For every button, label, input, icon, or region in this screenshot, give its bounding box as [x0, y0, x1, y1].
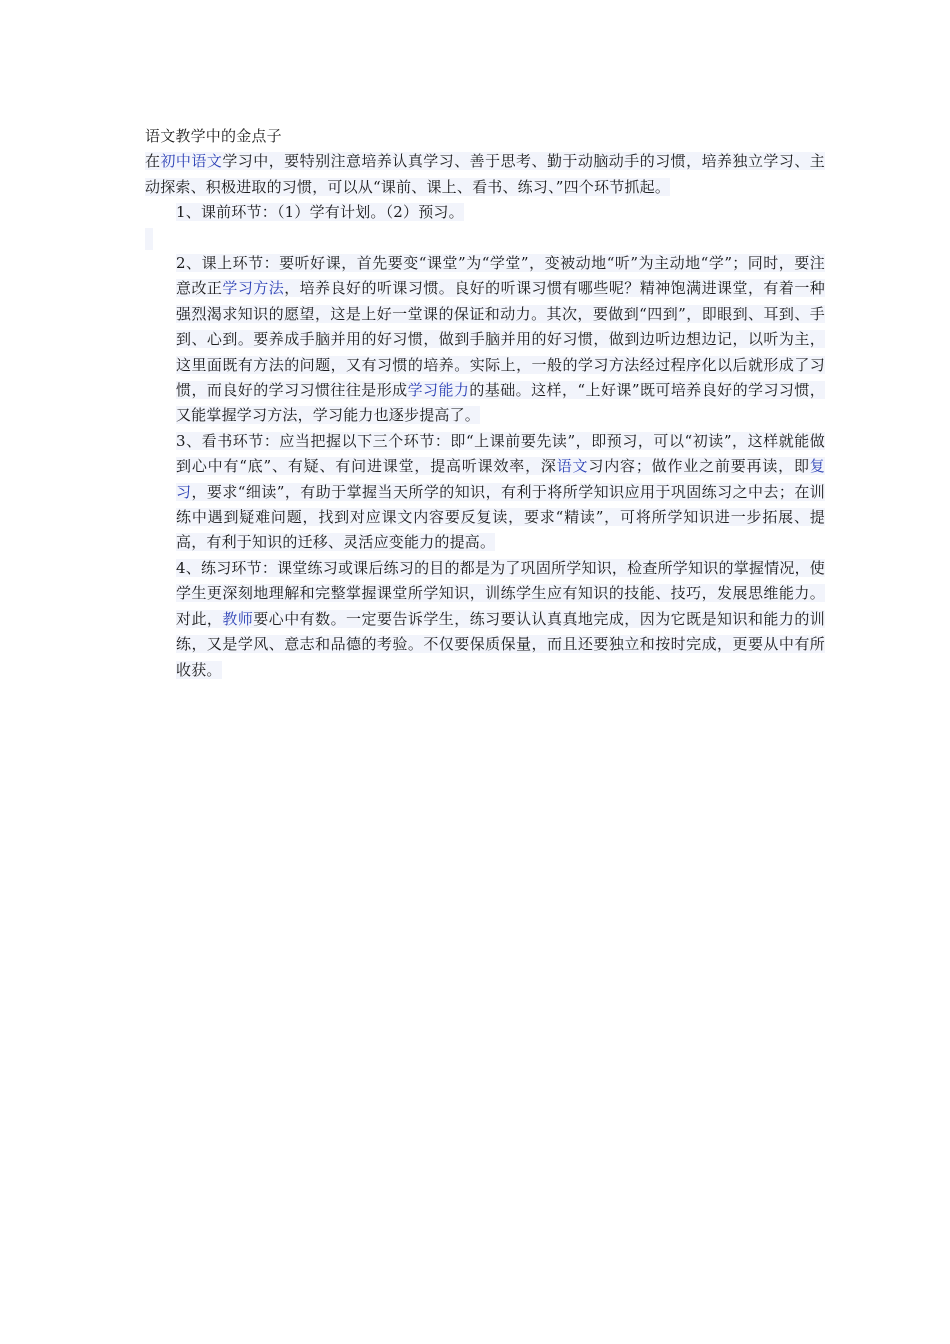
intro-text-start: 在: [145, 152, 161, 171]
step4-highlight: [176, 559, 825, 679]
step3-text-3: ，要求“细读”，有助于掌握当天所学的知识，有利于将所学知识应用于巩固练习之中去；在训练中遇到疑难问题，找到对应课文内容要反复读，要求“精读”，可将所学知识进一步拓展、提高，有利于知识的迁移、灵活应变能力的提高。: [176, 482, 826, 552]
link-study-ability[interactable]: 学习能力: [407, 381, 470, 400]
step2-text-3: 的基础。这样，“上好课”既可培养良好的学习习惯，又能掌握学习方法，学习能力也逐步提高了。: [176, 381, 825, 425]
step3-text-1: 3、看书环节：应当把握以下三个环节：即“上课前要先读”，即预习，可以“初读”，这样就能做到心中有“底”、有疑、有问进课堂，提高听课效率，深: [176, 431, 825, 476]
intro-text-rest: 学习中，要特别注意培养认真学习、善于思考、勤于动脑动手的习惯，培养独立学习、主动探索、积极进取的习惯，可以从“课前、课上、看书、练习、”四个环节抓起。: [145, 152, 825, 196]
link-chinese[interactable]: 语文: [556, 457, 589, 476]
step3-highlight: [176, 432, 825, 552]
link-teacher[interactable]: 教师: [222, 609, 254, 628]
blank-line: [145, 226, 825, 251]
document-title: 语文教学中的金点子: [145, 127, 282, 145]
step1-paragraph: [145, 200, 825, 225]
step2-highlight: [176, 254, 825, 424]
step4-text-1: 4、练习环节：课堂练习或课后练习的目的都是为了巩固所学知识，检查所学知识的掌握情况，使学生更深刻地理解和完整掌握课堂所学知识，训练学生应有知识的技能、技巧，发展思维能力。对此，: [176, 558, 825, 628]
link-junior-chinese[interactable]: 初中语文: [160, 152, 223, 171]
blank-line-highlight: [145, 228, 153, 250]
step4-paragraph: [145, 556, 825, 683]
step2-text-1: 2、课上环节：要听好课，首先要变“课堂”为“学堂”，变被动地“听”为主动地“学”；同时，要注意改正: [176, 254, 825, 298]
intro-paragraph: [145, 149, 825, 200]
step4-text-2: 要心中有数。一定要告诉学生，练习要认认真真地完成，因为它既是知识和能力的训练，又是学风、意志和品德的考验。不仅要保质保量，而且还要独立和按时完成，更要从中有所收获。: [176, 609, 825, 679]
step1-text: 1、课前环节：（1）学有计划。（2）预习。: [176, 203, 464, 222]
step2-text-2: ，培养良好的听课习惯。良好的听课习惯有哪些呢？精神饱满进课堂，有着一种强烈渴求知识的愿望，这是上好一堂课的保证和动力。其次，要做到“四到”，即眼到、耳到、手到、心到。要养成手脑并用的好习惯，做到手脑并用的好习惯，做到边听边想边记，以听为主，这里面既有方法的问题，又有习惯的培养。实际上，一般的学习方法经过程序化以后就形成了习惯，而良好的学习习惯往往是形成: [176, 279, 825, 400]
intro-highlight: [145, 152, 825, 195]
step2-paragraph: [145, 251, 825, 429]
link-review[interactable]: 复习: [176, 457, 825, 501]
document-body: [145, 124, 825, 683]
step3-paragraph: [145, 429, 825, 556]
link-study-method[interactable]: 学习方法: [222, 279, 285, 298]
step3-text-2: 习内容；做作业之前要再读，即: [588, 457, 810, 476]
